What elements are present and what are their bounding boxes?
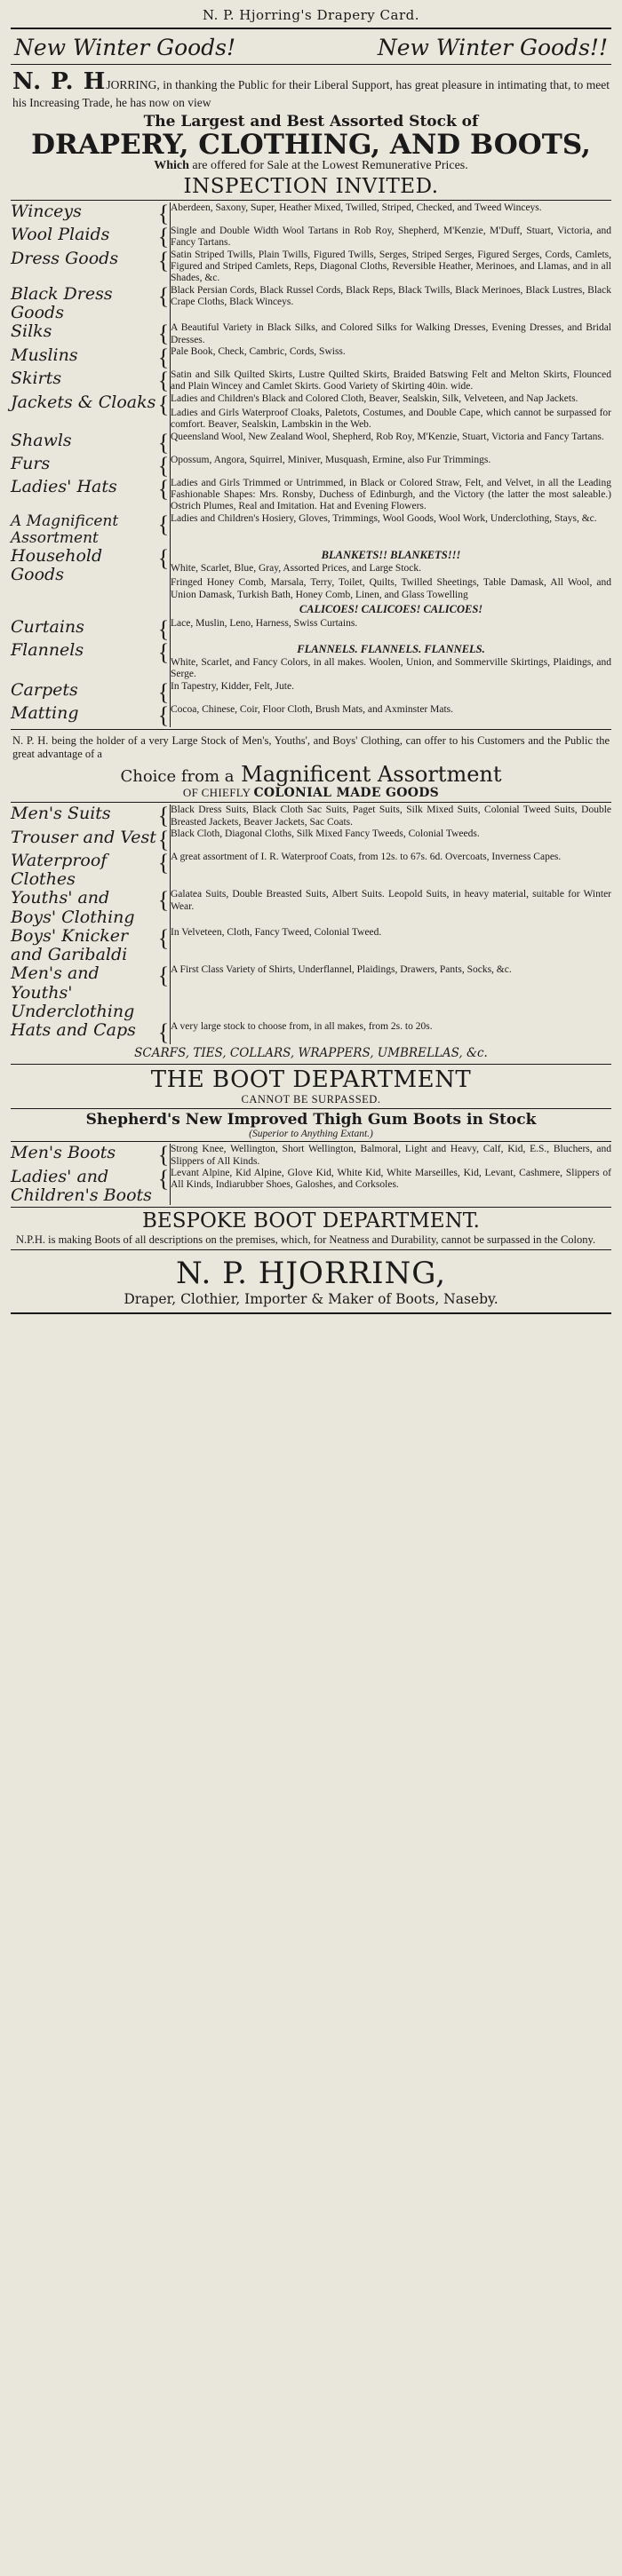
item-description xyxy=(171,641,612,681)
divider xyxy=(11,28,611,29)
table-row xyxy=(11,250,611,285)
brace-glyph: { xyxy=(157,678,170,705)
item-label: Waterproof Clothes xyxy=(11,850,108,890)
item-description-part: Ladies and Children's Black and Colored Cloth, Beaver, Sealskin, Silk, Velveteen, and Nap Jackets. xyxy=(171,392,578,404)
item-label: Flannels xyxy=(11,639,84,660)
table-row xyxy=(11,285,611,323)
item-description: Queensland Wool, New Zealand Wool, Shepherd, Rob Roy, M'Kenzie, Stuart, Victoria and Fancy Tartans. xyxy=(171,432,612,455)
brace-glyph: { xyxy=(157,367,170,393)
item-label: Men's Suits xyxy=(11,804,111,824)
item-label: Winceys xyxy=(11,202,82,222)
divider xyxy=(11,1207,611,1208)
brace-glyph: { xyxy=(157,201,170,227)
item-label: Black Dress Goods xyxy=(11,283,113,323)
accessories-line: SCARFS, TIES, COLLARS, WRAPPERS, UMBRELLAS, &c. xyxy=(134,1046,488,1061)
table-row xyxy=(11,828,611,852)
blankets-banner: BLANKETS!! BLANKETS!!! xyxy=(321,548,461,561)
table-row xyxy=(11,704,611,727)
brace-glyph: { xyxy=(157,701,170,728)
clothing-intro-note: N. P. H. being the holder of a very Large Stock of Men's, Youths', and Boys' Clothing, can offer to his Customers and the Public the great advantage of a xyxy=(12,733,610,760)
item-label: Jackets & Cloaks xyxy=(11,392,156,412)
item-description: Galatea Suits, Double Breasted Suits, Albert Suits. Leopold Suits, in heavy material, suitable for Winter Wear. xyxy=(171,889,612,927)
brace-glyph: { xyxy=(157,849,170,876)
brace-glyph: { xyxy=(157,826,170,852)
table-row xyxy=(11,852,611,890)
item-description: Satin and Silk Quilted Skirts, Lustre Quilted Skirts, Braided Batswing Felt and Melton Skirts, Flounced and Plain Wincey and Camlet Skirts. Good Variety of Skirting 40in. wide. xyxy=(171,369,611,392)
table-row xyxy=(11,1144,611,1168)
table-row xyxy=(11,1168,611,1206)
headline-right: New Winter Goods!! xyxy=(377,35,608,60)
brace-glyph: { xyxy=(157,344,170,370)
flannels-banner: FLANNELS. FLANNELS. FLANNELS. xyxy=(297,642,485,655)
clothing-table xyxy=(11,805,611,1044)
item-label: Silks xyxy=(11,321,52,342)
item-description: Lace, Muslin, Leno, Harness, Swiss Curtains. xyxy=(171,618,612,641)
divider xyxy=(11,729,611,730)
item-label: Dress Goods xyxy=(11,248,119,268)
item-description-part: Fringed Honey Comb, Marsala, Terry, Toilet, Quilts, Twilled Sheetings, Table Damask, All Wool, and Union Damask, Turkish Bath, Honey Comb, Linen, and Glass Towelling xyxy=(171,577,611,600)
item-description: Ladies and Children's Hosiery, Gloves, Trimmings, Wool Goods, Wool Work, Underclothing, Stays, &c. xyxy=(171,513,612,547)
table-row xyxy=(11,478,611,513)
table-row xyxy=(11,226,611,250)
brace-glyph: { xyxy=(157,429,170,456)
brace-glyph: { xyxy=(157,924,170,951)
item-description: A great assortment of I. R. Waterproof Coats, from 12s. to 67s. 6d. Overcoats, Inverness Capes. xyxy=(171,852,612,890)
divider xyxy=(11,802,611,803)
price-line-text: are offered for Sale at the Lowest Remunerative Prices. xyxy=(192,159,468,173)
item-label: Men's and Youths' Underclothing xyxy=(11,963,135,1021)
item-description: Black Cloth, Diagonal Cloths, Silk Mixed Fancy Tweeds, Colonial Tweeds. xyxy=(171,828,612,852)
brace-glyph: { xyxy=(157,282,170,309)
item-description: Opossum, Angora, Squirrel, Miniver, Musquash, Ermine, also Fur Trimmings. xyxy=(171,455,612,478)
chiefly-small: OF CHIEFLY xyxy=(182,786,251,800)
masthead-title: N. P. Hjorring's Drapery Card. xyxy=(202,7,420,23)
item-label: Carpets xyxy=(11,679,78,700)
brace-glyph: { xyxy=(157,615,170,642)
table-row xyxy=(11,889,611,927)
proprietor-trade-line: Draper, Clothier, Importer & Maker of Boots, Naseby. xyxy=(124,1291,498,1308)
table-row xyxy=(11,618,611,641)
table-row xyxy=(11,346,611,369)
table-row xyxy=(11,805,611,828)
table-row xyxy=(11,455,611,478)
brace-glyph: { xyxy=(157,321,170,347)
price-line-lead: Which xyxy=(154,159,189,173)
item-description xyxy=(171,547,612,618)
inspection-invited: INSPECTION INVITED. xyxy=(183,175,439,199)
brace-glyph: { xyxy=(157,1019,170,1046)
item-label: Boys' Knicker and Garibaldi xyxy=(11,925,129,965)
shepherd-boots-line: Shepherd's New Improved Thigh Gum Boots in Stock xyxy=(85,1111,537,1129)
intro-body: JORRING, in thanking the Public for their Liberal Support, has great pleasure in intimating that, to meet his Increasing Trade, he has now on view xyxy=(12,78,610,109)
price-line xyxy=(11,159,611,173)
item-description-part: Ladies and Girls Waterproof Cloaks, Paletots, Costumes, and Double Cape, which cannot be surpassed for comfort. Beaver, Sealskin, Lambskin in the Web. xyxy=(171,407,611,431)
item-description: A First Class Variety of Shirts, Underflannel, Plaidings, Drawers, Pants, Socks, &c. xyxy=(171,964,612,1021)
item-label: Matting xyxy=(11,702,79,723)
item-description: Aberdeen, Saxony, Super, Heather Mixed, Twilled, Striped, Checked, and Tweed Winceys. xyxy=(171,202,612,226)
table-row xyxy=(11,513,611,547)
item-label: Household Goods xyxy=(11,545,103,584)
table-row xyxy=(11,641,611,681)
item-label: Hats and Caps xyxy=(11,1020,136,1041)
brace-glyph: { xyxy=(157,544,170,571)
brace-glyph: { xyxy=(157,887,170,914)
boot-department-title: THE BOOT DEPARTMENT xyxy=(150,1066,472,1094)
item-label: Wool Plaids xyxy=(11,225,110,245)
item-label: Curtains xyxy=(11,616,84,637)
brace-glyph: { xyxy=(157,224,170,250)
brace-glyph: { xyxy=(157,963,170,989)
table-row xyxy=(11,547,611,618)
item-description: In Tapestry, Kidder, Felt, Jute. xyxy=(171,681,612,704)
departments-headline: DRAPERY, CLOTHING, AND BOOTS, xyxy=(31,128,591,161)
brace-glyph: { xyxy=(157,803,170,829)
calicoes-banner: CALICOES! CALICOES! CALICOES! xyxy=(299,603,483,616)
table-row xyxy=(11,927,611,965)
table-row xyxy=(11,964,611,1021)
item-label: Ladies' and Children's Boots xyxy=(11,1166,152,1206)
divider xyxy=(11,1141,611,1142)
proprietor-name: N. P. HJORRING, xyxy=(175,1256,447,1292)
brace-glyph: { xyxy=(157,391,170,417)
divider xyxy=(11,1108,611,1109)
table-row xyxy=(11,369,611,393)
item-description: Cocoa, Chinese, Coir, Floor Cloth, Brush Mats, and Axminster Mats. xyxy=(171,704,612,727)
divider xyxy=(11,1249,611,1250)
divider xyxy=(11,200,611,201)
item-description: Single and Double Width Wool Tartans in Rob Roy, Shepherd, M'Kenzie, M'Duff, Stuart, Victoria, and Fancy Tartans. xyxy=(171,226,611,249)
item-label: Skirts xyxy=(11,368,62,388)
item-description: Levant Alpine, Kid Alpine, Glove Kid, White Kid, White Marseilles, Kid, Levant, Cashmere, Slippers of All Kinds, Indiarubber Shoes, Galoshes, and Corksoles. xyxy=(171,1168,612,1206)
table-row xyxy=(11,681,611,704)
superior-note: (Superior to Anything Extant.) xyxy=(249,1129,373,1140)
item-label: Youths' and Boys' Clothing xyxy=(11,888,135,927)
headline-row xyxy=(11,31,611,62)
choice-line1: Choice from a xyxy=(120,766,235,786)
item-label: Ladies' Hats xyxy=(11,476,117,496)
item-description: Black Persian Cords, Black Russel Cords, Black Reps, Black Twills, Black Merinoes, Black Lustres, Black Crape Cloths, Black Winceys. xyxy=(171,285,612,323)
chiefly-line xyxy=(11,786,611,800)
divider xyxy=(11,1312,611,1314)
item-description: Pale Book, Check, Cambric, Cords, Swiss. xyxy=(171,346,612,369)
table-row xyxy=(11,432,611,455)
divider xyxy=(11,1064,611,1065)
item-description: A Beautiful Variety in Black Silks, and Colored Silks for Walking Dresses, Evening Dresses, and Bridal Dresses. xyxy=(171,322,611,345)
table-row xyxy=(11,322,611,346)
table-row xyxy=(11,393,611,432)
item-description: A very large stock to choose from, in all makes, from 2s. to 20s. xyxy=(171,1021,612,1044)
item-description-part: White, Scarlet, Blue, Gray, Assorted Prices, and Large Stock. xyxy=(171,563,421,575)
boots-table xyxy=(11,1144,611,1205)
brace-glyph: { xyxy=(157,1165,170,1192)
chiefly-big: COLONIAL MADE GOODS xyxy=(253,786,440,801)
item-description-part: White, Scarlet, and Fancy Colors, in all makes. Woolen, Union, and Sommerville Skirtings, Plaidings, and Serge. xyxy=(171,657,611,680)
item-description: In Velveteen, Cloth, Fancy Tweed, Colonial Tweed. xyxy=(171,927,612,965)
brace-glyph: { xyxy=(157,638,170,665)
brace-glyph: { xyxy=(157,511,170,537)
brace-glyph: { xyxy=(157,247,170,273)
boot-cannot-line: CANNOT BE SURPASSED. xyxy=(241,1093,381,1106)
item-label: Men's Boots xyxy=(11,1143,116,1163)
brace-glyph: { xyxy=(157,452,170,479)
table-row xyxy=(11,1021,611,1044)
item-label: Furs xyxy=(11,453,51,473)
goods-table xyxy=(11,202,611,727)
table-row xyxy=(11,202,611,226)
brace-glyph: { xyxy=(157,475,170,502)
item-description: Ladies and Girls Trimmed or Untrimmed, in Black or Colored Straw, Felt, and Velvet, in all the Leading Fashionable Shapes: Mrs. Ronsby, Duchess of Edinburgh, and the Victory (the latter the most saleable.) Ostrich Plumes, Real and Imitation. Hat and Evening Flowers. xyxy=(171,477,611,512)
choice-line2: Magnificent Assortment xyxy=(241,761,502,787)
item-label: Muslins xyxy=(11,345,78,365)
largest-stock-line: The Largest and Best Assorted Stock of xyxy=(143,112,479,131)
headline-left: New Winter Goods! xyxy=(14,35,236,60)
intro-paragraph xyxy=(11,67,611,110)
choice-headline xyxy=(11,763,611,786)
item-label: A Magnificent Assortment xyxy=(11,511,119,547)
item-description xyxy=(171,393,612,432)
item-description: Strong Knee, Wellington, Short Wellington, Balmoral, Light and Heavy, Calf, Kid, E.S., Bluchers, and Slippers of All Kinds. xyxy=(171,1144,611,1167)
bespoke-title: BESPOKE BOOT DEPARTMENT. xyxy=(142,1209,480,1233)
item-description: Satin Striped Twills, Plain Twills, Figured Twills, Serges, Striped Serges, Figured Serges, Cords, Camlets, Figured and Striped Camlets, Reps, Diagonal Cloths, Reversible Heather, Merinoes, and Llamas, and in all Shades, &c. xyxy=(171,249,611,284)
item-description: Black Dress Suits, Black Cloth Sac Suits, Paget Suits, Silk Mixed Suits, Colonial Tweed Suits, Double Breasted Jackets, Beaver Jackets, Sac Coats. xyxy=(171,805,611,828)
brace-glyph: { xyxy=(157,1142,170,1169)
divider xyxy=(11,64,611,65)
bespoke-note: N.P.H. is making Boots of all descriptions on the premises, which, for Neatness and Durability, cannot be surpassed in the Colony. xyxy=(16,1233,596,1247)
item-label: Trouser and Vest xyxy=(11,827,156,847)
item-label: Shawls xyxy=(11,430,72,450)
proprietor-initials: N. P. H xyxy=(12,68,107,95)
